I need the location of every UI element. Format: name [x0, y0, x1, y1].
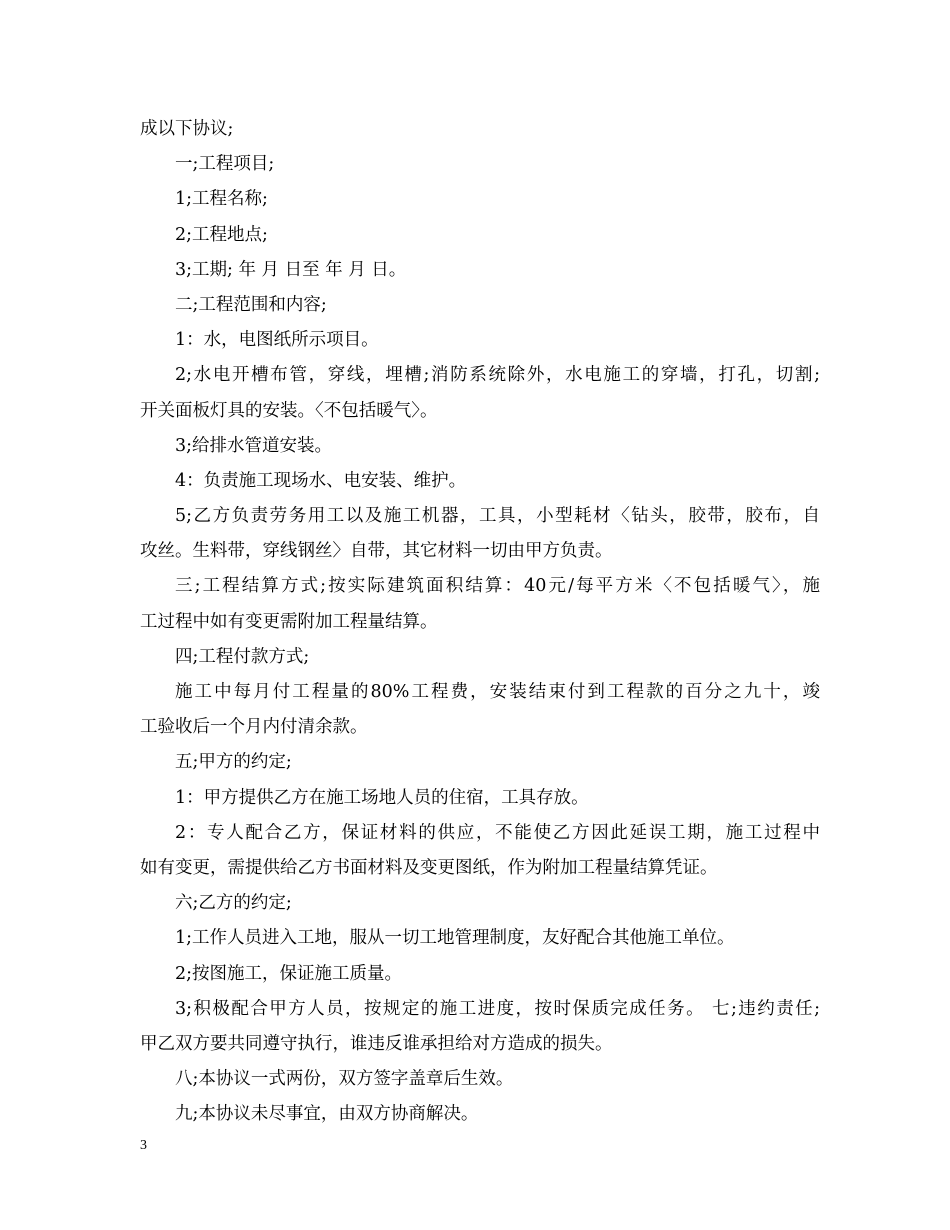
text-line: 3;给排水管道安装。	[175, 435, 333, 456]
text-line: 工过程中如有变更需附加工程量结算。	[140, 611, 438, 632]
text-line: 4：负责施工现场水、电安装、维护。	[175, 470, 467, 491]
text-line: 5;乙方负责劳务用工以及施工机器，工具，小型耗材〈钻头，胶带，胶布，自	[175, 506, 820, 527]
text-line: 1;工程名称;	[175, 189, 268, 210]
text-line: 3;积极配合甲方人员，按规定的施工进度，按时保质完成任务。 七;违约责任;	[175, 998, 820, 1019]
text-line: 1;工作人员进入工地，服从一切工地管理制度，友好配合其他施工单位。	[175, 928, 735, 949]
text-line: 甲乙双方要共同遵守执行，谁违反谁承担给对方造成的损失。	[140, 1033, 613, 1054]
text-line: 八;本协议一式两份，双方签字盖章后生效。	[175, 1069, 514, 1090]
text-line: 开关面板灯具的安装。〈不包括暖气〉。	[140, 400, 438, 421]
text-line: 1：水，电图纸所示项目。	[175, 330, 379, 351]
text-line: 五;甲方的约定;	[175, 752, 292, 773]
text-line: 三;工程结算方式;按实际建筑面积结算：40元/每平方米〈不包括暖气〉，施	[175, 576, 820, 597]
text-line: 攻丝。生料带，穿线钢丝〉自带，其它材料一切由甲方负责。	[140, 541, 613, 562]
text-line: 2;按图施工，保证施工质量。	[175, 963, 403, 984]
text-line: 如有变更，需提供给乙方书面材料及变更图纸，作为附加工程量结算凭证。	[140, 857, 718, 878]
text-line: 九;本协议未尽事宜，由双方协商解决。	[175, 1104, 479, 1125]
text-line: 四;工程付款方式;	[175, 646, 310, 667]
document-body	[140, 112, 820, 1132]
page-number: 3	[140, 1138, 147, 1153]
text-line: 2;水电开槽布管，穿线，埋槽;消防系统除外，水电施工的穿墙，打孔，切割;	[175, 365, 820, 386]
text-line: 一;工程项目;	[175, 154, 275, 175]
text-line: 施工中每月付工程量的80%工程费，安装结束付到工程款的百分之九十，竣	[175, 682, 820, 702]
text-line: 1：甲方提供乙方在施工场地人员的住宿，工具存放。	[175, 787, 589, 808]
text-line: 3;工期; 年 月 日至 年 月 日。	[175, 259, 407, 280]
text-line: 2;工程地点;	[175, 224, 268, 245]
text-line: 工验收后一个月内付清余款。	[140, 717, 368, 738]
text-line: 二;工程范围和内容;	[175, 294, 327, 315]
text-line: 六;乙方的约定;	[175, 893, 292, 914]
text-line: 成以下协议;	[140, 119, 234, 139]
text-line: 2：专人配合乙方，保证材料的供应，不能使乙方因此延误工期，施工过程中	[175, 822, 820, 843]
